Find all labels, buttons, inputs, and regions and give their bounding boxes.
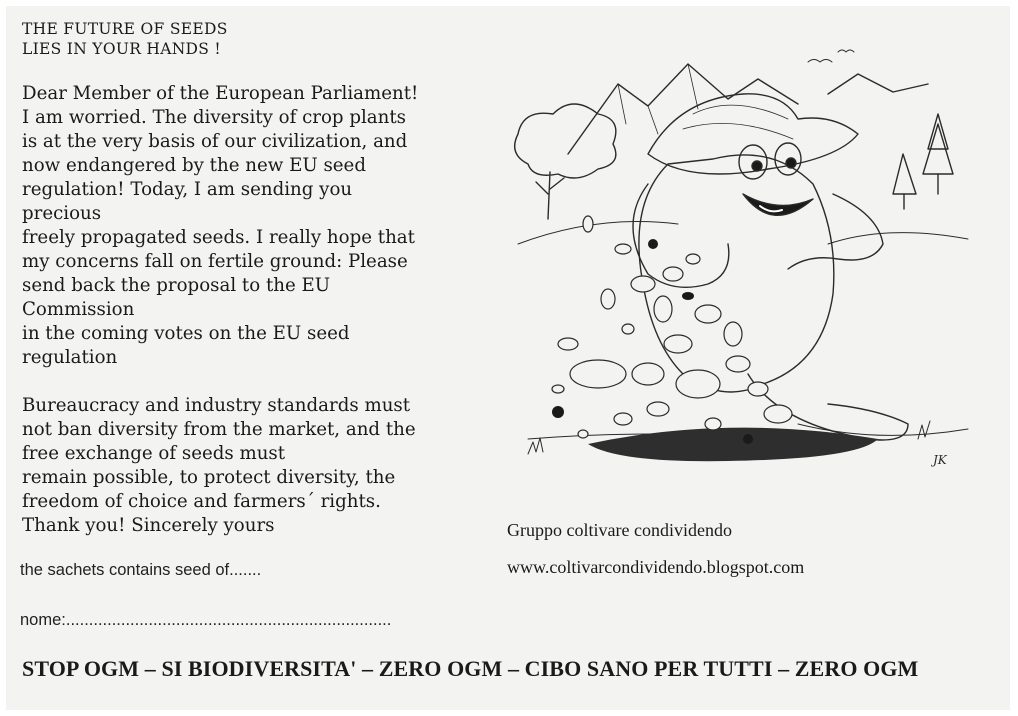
letter-line: is at the very basis of our civilization, and xyxy=(22,131,408,152)
headline-line-2: LIES IN YOUR HANDS ! xyxy=(22,40,221,58)
letter-line: remain possible, to protect diversity, the xyxy=(22,467,396,488)
seed-character-illustration xyxy=(498,44,978,474)
artist-signature: JK xyxy=(933,453,947,467)
letter-line: freedom of choice and farmers´ rights. xyxy=(22,491,381,512)
letter-line: now endangered by the new EU seed xyxy=(22,155,366,176)
headline-line-1: THE FUTURE OF SEEDS xyxy=(22,20,228,38)
letter-line: free exchange of seeds must xyxy=(22,443,286,464)
letter-line: precious xyxy=(22,203,102,224)
letter-line: not ban diversity from the market, and the xyxy=(22,419,416,440)
headline xyxy=(22,19,228,59)
falling-seeds xyxy=(552,216,792,438)
mountains-line xyxy=(568,64,928,154)
tree-left xyxy=(515,104,616,178)
letter-line: Thank you! Sincerely yours xyxy=(22,515,275,536)
paragraph-gap xyxy=(22,370,492,394)
letter-line: Bureaucracy and industry standards must xyxy=(22,395,411,416)
letter-line: Commission xyxy=(22,299,135,320)
postcard xyxy=(6,6,1010,710)
letter-line: regulation! Today, I am sending you xyxy=(22,179,353,200)
seed-fill-in-line: the sachets contains seed of....... xyxy=(20,561,262,579)
letter-line: my concerns fall on fertile ground: Please xyxy=(22,251,408,272)
smile xyxy=(743,194,813,215)
letter-line: send back the proposal to the EU xyxy=(22,275,331,296)
trees-right xyxy=(893,114,953,194)
group-name: Gruppo coltivare condividendo xyxy=(507,520,732,540)
slogan-banner: STOP OGM – SI BIODIVERSITA' – ZERO OGM – CIBO SANO PER TUTTI – ZERO OGM xyxy=(22,656,919,681)
ground-shadow xyxy=(588,428,878,462)
letter-line: in the coming votes on the EU seed xyxy=(22,323,350,344)
letter-line: I am worried. The diversity of crop plants xyxy=(22,107,406,128)
letter-body xyxy=(22,82,492,538)
letter-line: freely propagated seeds. I really hope that xyxy=(22,227,415,248)
group-info xyxy=(507,512,804,586)
letter-line: Dear Member of the European Parliament! xyxy=(22,83,419,104)
name-fill-in-line: nome:....................................................................... xyxy=(20,611,392,629)
letter-line: regulation xyxy=(22,347,118,368)
group-url: www.coltivarcondividendo.blogspot.com xyxy=(507,557,805,577)
